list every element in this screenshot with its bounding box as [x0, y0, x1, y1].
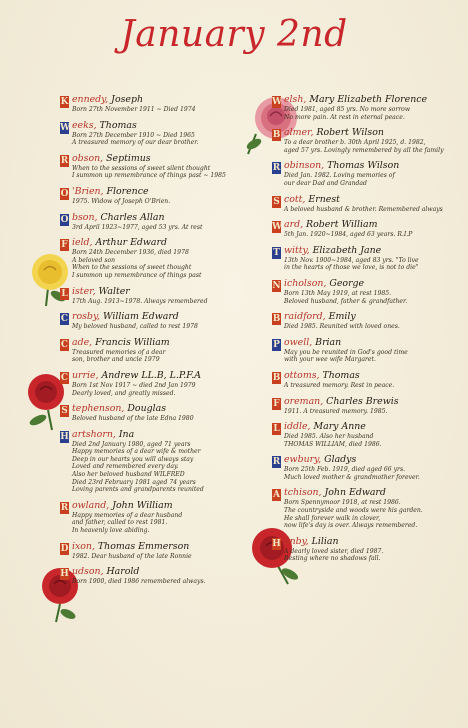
illuminated-initial: A — [273, 490, 280, 501]
memorial-entry — [60, 403, 240, 423]
entry-name — [284, 337, 454, 349]
epitaph-line: Born 25th Feb. 1919, died aged 66 yrs. — [284, 466, 406, 474]
surname: obson, — [72, 152, 104, 164]
surname: ixon, — [72, 540, 95, 552]
entry-name — [284, 194, 454, 206]
given-name: John William — [109, 499, 173, 511]
memorial-entry — [272, 536, 454, 563]
memorial-entry — [272, 127, 454, 154]
surname: tephenson, — [72, 403, 125, 415]
entry-name — [284, 278, 454, 290]
illuminated-initial: W — [272, 97, 283, 107]
given-name: Brian — [312, 336, 342, 348]
given-name: Andrew LL.B, L.P.F.A — [98, 369, 202, 381]
given-name: Florence — [103, 185, 149, 197]
epitaph-line: The countryside and woods were his garden. — [284, 507, 423, 515]
illuminated-initial: B — [272, 314, 281, 325]
surname: obinson, — [284, 160, 325, 172]
epitaph-line: May you be reunited in God's good time — [284, 348, 408, 356]
surname: oreman, — [284, 395, 324, 407]
given-name: Lilian — [308, 535, 339, 547]
epitaph-line: Born 1900, died 1986 remembered always. — [72, 578, 206, 586]
surname: almer, — [284, 127, 314, 139]
entry-name — [72, 186, 240, 198]
given-name: Robert Wilson — [313, 127, 384, 139]
surname: owell, — [284, 336, 313, 348]
illuminated-initial: H — [60, 569, 69, 580]
surname: elsh, — [284, 94, 307, 105]
memorial-entry — [60, 429, 240, 494]
entry-name — [72, 120, 240, 132]
illuminated-initial: K — [60, 97, 69, 107]
given-name: Septimus — [103, 152, 151, 164]
epitaph-line: Treasured memories of a dear — [72, 348, 166, 356]
illuminated-initial: B — [272, 372, 281, 383]
epitaph-line: our dear Dad and Grandad — [284, 179, 367, 187]
epitaph-line: I summon up remembrance of things past ~ 1985 — [72, 172, 226, 180]
illuminated-initial: N — [272, 280, 281, 291]
entry-name — [284, 396, 454, 408]
surname: artshorn, — [72, 428, 116, 440]
illuminated-initial: O — [60, 214, 69, 225]
epitaph-line: Died 2nd January 1980, aged 71 years — [72, 440, 191, 448]
surname: urrie, — [72, 369, 99, 381]
illuminated-initial: L — [61, 288, 68, 299]
surname: raidford, — [284, 311, 326, 323]
epitaph-line: THOMAS WILLIAM, died 1986. — [284, 440, 382, 448]
illuminated-initial: C — [60, 314, 69, 325]
surname: rosby, — [72, 311, 100, 323]
illuminated-initial: C — [60, 372, 69, 383]
epitaph-line: My beloved husband, called to rest 1978 — [72, 323, 198, 331]
surname: ade, — [72, 336, 93, 348]
entry-name — [72, 500, 240, 512]
epitaph-line: Happy memories of a dear husband — [72, 511, 183, 519]
memorial-entry — [272, 311, 454, 331]
given-name: Walter — [95, 285, 130, 297]
page-title: January 2nd — [120, 14, 348, 55]
given-name: Mary Elizabeth Florence — [306, 94, 428, 105]
epitaph-line: He shall forever walk in clover, — [284, 514, 381, 522]
illuminated-initial: O — [60, 188, 69, 199]
given-name: Gladys — [321, 454, 357, 466]
epitaph-line: A beloved son — [72, 256, 116, 264]
given-name: William Edward — [99, 311, 179, 323]
memorial-entry — [60, 541, 240, 561]
surname: iddle, — [284, 421, 311, 433]
given-name: Joseph — [108, 94, 143, 105]
epitaph-line: Loving parents and grandparents reunited — [72, 486, 204, 494]
epitaph-line: In heavenly love abiding. — [72, 527, 150, 535]
given-name: Thomas — [96, 119, 137, 131]
illuminated-initial: H — [60, 431, 69, 442]
epitaph-line: 1982. Dear husband of the late Ronnie — [72, 552, 192, 560]
epitaph-line: Dearly loved, and greatly missed. — [72, 389, 176, 397]
surname: ewbury, — [284, 454, 322, 466]
surname: tchison, — [284, 487, 322, 499]
given-name: Ernest — [305, 193, 340, 205]
memorial-entry — [60, 286, 240, 306]
epitaph-line: Deep in our hearts you will always stay — [72, 455, 194, 463]
epitaph-line: now life's day is over. Always remembered. — [284, 522, 418, 530]
illuminated-initial: H — [272, 538, 281, 549]
surname: bson, — [72, 211, 98, 223]
epitaph-line: son, brother and uncle 1979 — [72, 356, 160, 364]
illuminated-initial: F — [273, 398, 280, 409]
illuminated-initial: F — [61, 240, 68, 251]
epitaph-line: Also her beloved husband WILFRED — [72, 471, 185, 479]
illuminated-initial: C — [60, 339, 69, 350]
epitaph-line: Died Jan. 1982. Loving memories of — [284, 172, 395, 180]
memorial-entry — [272, 160, 454, 187]
entry-name — [284, 160, 454, 172]
memorial-entry — [60, 120, 240, 147]
epitaph-line: Beloved husband, father & grandfather. — [284, 297, 408, 305]
epitaph-line: Loved and remembered every day. — [72, 463, 179, 471]
surname: witty, — [284, 244, 310, 256]
entry-name — [72, 212, 240, 224]
entry-name — [72, 337, 240, 349]
epitaph-line: A treasured memory of our dear brother. — [72, 139, 199, 147]
epitaph-line: Died 1985. Reunited with loved ones. — [284, 323, 400, 331]
illuminated-initial: B — [272, 130, 281, 141]
surname: cott, — [284, 193, 306, 205]
epitaph-line: A beloved husband & brother. Remembered always — [284, 205, 443, 213]
surname: ottoms, — [284, 369, 320, 381]
memorial-entry — [272, 278, 454, 305]
epitaph-line: Born 27th November 1911 ~ Died 1974 — [72, 106, 196, 113]
epitaph-line: 13th Nov. 1900~1984, aged 83 yrs. "To live — [284, 256, 419, 264]
given-name: Thomas Emmerson — [94, 540, 190, 552]
illuminated-initial: S — [61, 406, 68, 417]
memorial-entry — [60, 311, 240, 331]
given-name: Emily — [325, 311, 356, 323]
given-name: Mary Anne — [310, 421, 366, 433]
epitaph-line: To a dear brother b. 30th April 1925, d. 1982, — [284, 139, 426, 147]
entry-name — [72, 311, 240, 323]
surname: ield, — [72, 237, 93, 249]
epitaph-line: Resting where no shadows fall. — [284, 555, 381, 563]
memorial-entry — [60, 337, 240, 364]
epitaph-line: aged 57 yrs. Lovingly remembered by all the family — [284, 146, 444, 154]
surname: ard, — [284, 219, 304, 231]
epitaph-line: 5th Jan. 1920~1984, aged 63 years. R.I.P — [284, 231, 413, 239]
illuminated-initial: R — [272, 163, 281, 174]
epitaph-line: Born 13th May 1919, at rest 1985. — [284, 289, 392, 297]
epitaph-line: Born 24th December 1936, died 1978 — [72, 249, 189, 257]
entry-name — [284, 245, 454, 257]
illuminated-initial: R — [60, 155, 69, 166]
epitaph-line: Born 27th December 1910 ~ Died 1965 — [72, 131, 195, 139]
memorial-entry — [272, 396, 454, 416]
epitaph-line: When to the sessions of sweet silent thought — [72, 164, 211, 172]
given-name: Harold — [103, 566, 140, 578]
entry-name — [284, 487, 454, 499]
illuminated-initial: R — [60, 502, 69, 513]
illuminated-initial: L — [273, 424, 280, 435]
given-name: Ina — [115, 428, 135, 440]
given-name: Arthur Edward — [92, 237, 168, 249]
given-name: Charles Allan — [97, 211, 165, 223]
given-name: Thomas — [319, 369, 360, 381]
memorial-entry — [60, 212, 240, 232]
memorial-entry — [272, 194, 454, 214]
memorial-entry — [60, 186, 240, 206]
memorial-entry — [272, 370, 454, 390]
illuminated-initial: R — [272, 457, 281, 468]
epitaph-line: Died 1985. Also her husband — [284, 433, 374, 441]
entry-name — [72, 403, 240, 415]
entry-name — [72, 286, 240, 298]
epitaph-line: in the hearts of those we love, is not to die" — [284, 264, 419, 272]
entry-name — [72, 153, 240, 165]
epitaph-line: Died 1981, aged 85 yrs. No more sorrow — [284, 106, 411, 113]
given-name: Francis William — [92, 336, 170, 348]
surname: eeks, — [72, 119, 97, 131]
memorial-entry — [272, 245, 454, 272]
illuminated-initial: P — [273, 339, 280, 350]
entry-name — [284, 370, 454, 382]
epitaph-line: Born Spennymoor 1918, at rest 1986. — [284, 499, 401, 507]
epitaph-line: Happy memories of a dear wife & mother — [72, 448, 201, 456]
entry-name — [284, 311, 454, 323]
right-column — [272, 94, 454, 569]
memorial-entry — [272, 421, 454, 448]
entry-name — [284, 421, 454, 433]
given-name: George — [326, 277, 365, 289]
entry-name — [72, 429, 240, 441]
memorial-entry — [60, 153, 240, 180]
epitaph-line: with your wee wife Margaret. — [284, 356, 376, 364]
epitaph-line: 3rd April 1923~1977, aged 53 yrs. At rest — [72, 223, 203, 231]
illuminated-initial: D — [60, 543, 69, 554]
illuminated-initial: W — [60, 122, 71, 133]
memorial-entry — [60, 500, 240, 535]
entry-name — [284, 536, 454, 548]
epitaph-line: A dearly loved sister, died 1987. — [284, 547, 384, 555]
epitaph-line: No more pain. At rest in eternal peace. — [284, 113, 405, 121]
given-name: Elizabeth Jane — [309, 244, 382, 256]
epitaph-line: 17th Aug. 1913~1978. Always remembered — [72, 297, 208, 305]
entry-name — [72, 541, 240, 553]
entry-name — [72, 370, 240, 382]
surname: ennedy, — [72, 94, 109, 105]
memorial-entry — [60, 566, 240, 586]
given-name: John Edward — [321, 487, 386, 499]
illuminated-initial: S — [273, 196, 280, 207]
entry-name — [72, 237, 240, 249]
epitaph-line: Much loved mother & grandmother forever. — [284, 473, 420, 481]
epitaph-line: I summon up remembrance of things past — [72, 271, 202, 279]
epitaph-line: Beloved husband of the late Edna 1980 — [72, 415, 194, 423]
surname: owland, — [72, 499, 110, 511]
memorial-entry — [272, 337, 454, 364]
epitaph-line: 1911. A treasured memory. 1985. — [284, 407, 388, 415]
epitaph-line: Died 23rd February 1981 aged 74 years — [72, 478, 196, 486]
given-name: Robert William — [303, 219, 378, 231]
entry-name — [284, 219, 454, 231]
epitaph-line: 1975. Widow of Joseph O'Brien. — [72, 197, 171, 205]
memorial-entry — [272, 487, 454, 529]
given-name: Thomas Wilson — [324, 160, 400, 172]
entry-name — [284, 454, 454, 466]
surname: anby, — [284, 535, 309, 547]
illuminated-initial: T — [273, 247, 280, 258]
entry-name — [72, 94, 240, 106]
epitaph-line: and father, called to rest 1981. — [72, 519, 168, 527]
illuminated-initial: W — [272, 222, 283, 233]
given-name: Charles Brewis — [323, 395, 399, 407]
given-name: Douglas — [124, 403, 167, 415]
memorial-entry — [60, 94, 240, 114]
surname: ister, — [72, 285, 96, 297]
entry-name — [72, 566, 240, 578]
entry-name — [284, 127, 454, 139]
surname: icholson, — [284, 277, 327, 289]
memorial-entry — [272, 94, 454, 121]
surname: 'Brien, — [72, 185, 104, 197]
memorial-entry — [272, 219, 454, 239]
entry-name — [284, 94, 454, 106]
epitaph-line: When to the sessions of sweet thought — [72, 264, 192, 272]
surname: udson, — [72, 566, 104, 578]
epitaph-line: Born 1st Nov 1917 ~ died 2nd Jan 1979 — [72, 381, 196, 389]
epitaph-line: A treasured memory. Rest in peace. — [284, 381, 395, 389]
memorial-entry — [60, 237, 240, 279]
memorial-entry — [272, 454, 454, 481]
left-column — [60, 94, 240, 592]
memorial-entry — [60, 370, 240, 397]
